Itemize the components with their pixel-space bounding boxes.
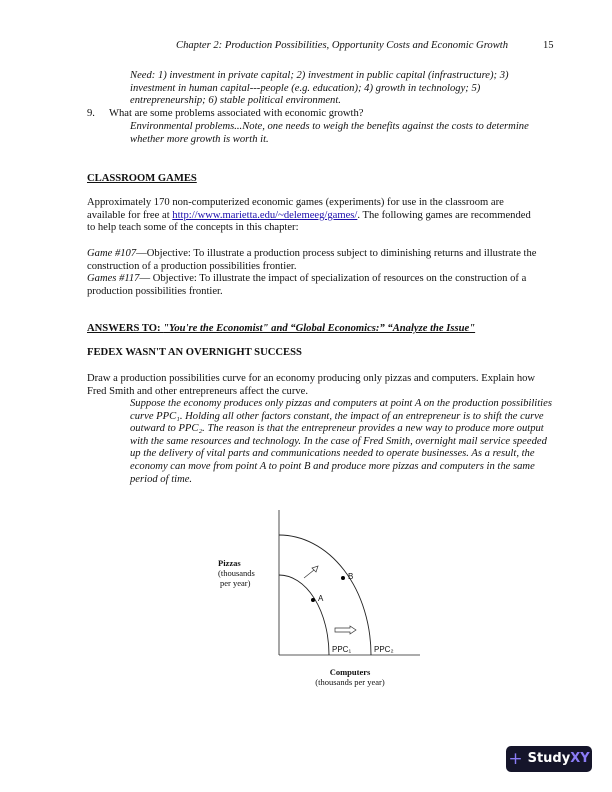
text: (thousands per year)	[315, 677, 385, 687]
games-link[interactable]: http://www.marietta.edu/~delemeeg/games/	[172, 209, 358, 221]
ppc1-label: PPC₁	[332, 645, 352, 654]
text-line: whether more growth is worth it.	[130, 133, 269, 145]
logo-text: Study	[527, 750, 571, 766]
text-line: Draw a production possibilities curve for an economy producing only pizzas and computers. Explain how	[87, 373, 536, 384]
game-name: Games #117	[87, 273, 140, 285]
plus-icon: +	[508, 748, 523, 769]
studyxy-logo[interactable]	[506, 746, 592, 772]
shift-arrow-icon	[304, 566, 318, 578]
running-header: Chapter 2: Production Possibilities, Opportunity Costs and Economic Growth	[176, 40, 509, 51]
classroom-games-heading: CLASSROOM GAMES	[87, 173, 197, 184]
text-line: investment in human capital---people (e.g. education); 4) growth in technology; 5)	[130, 82, 481, 94]
text: per year)	[220, 578, 251, 588]
text-line: Suppose the economy produces only pizzas and computers at point A on the production possibilities	[130, 398, 552, 409]
point-a-marker	[311, 598, 315, 602]
text: Computers	[329, 667, 371, 677]
fedex-heading: FEDEX WASN'T AN OVERNIGHT SUCCESS	[87, 347, 302, 358]
text-line: Need: 1) investment in private capital; 2) investment in public capital (infrastructure); 3)	[130, 70, 509, 81]
point-b-label: B	[348, 572, 354, 581]
text-line: Approximately 170 non-computerized economic games (experiments) for use in the classroom are	[87, 197, 504, 208]
text-line: economy can move from point A to point B and produce more pizzas and computers in the same	[130, 460, 535, 472]
text-line: up the delivery of vital parts and communications needed to operate businesses. As a result, the	[130, 448, 535, 460]
logo-accent: XY	[570, 750, 590, 766]
text: . The following games are recommended	[357, 209, 531, 221]
text: "You're the Economist" and “Global Economics:” “Analyze the Issue"	[163, 323, 476, 334]
text-line: construction of a production possibilities frontier.	[87, 260, 297, 272]
text: Pizzas	[218, 558, 241, 568]
text-line: period of time.	[130, 473, 193, 485]
text-line: curve PPC₁. Holding all other factors constant, the impact of an entrepreneur is to shift the curve	[130, 410, 544, 422]
text-line: Environmental problems...Note, one needs to weigh the benefits against the costs to determine	[130, 121, 529, 132]
text-line: entrepreneurship; 6) stable political environment.	[130, 95, 341, 107]
game-name: Game #107	[87, 248, 137, 259]
shift-arrow-icon	[335, 626, 356, 634]
game-text: —Objective: To illustrate a production process subject to diminishing returns and illustrate the	[136, 248, 537, 259]
text-line: outward to PPC₂. The reason is that the entrepreneur provides a new way to produce more output	[130, 423, 544, 435]
point-b-marker	[341, 576, 345, 580]
ppc2-curve	[279, 535, 371, 655]
text: available for free at	[87, 209, 173, 221]
text-line: with the same resources and technology. In the case of Fred Smith, overnight mail service speeded	[130, 435, 547, 447]
point-a-label: A	[318, 594, 324, 603]
text: ANSWERS TO:	[87, 323, 164, 334]
ppc2-label: PPC₂	[374, 645, 394, 654]
x-axis-label	[300, 667, 400, 687]
game-text: — Objective: To illustrate the impact of specialization of resources on the construction of a	[139, 273, 527, 285]
y-axis-label	[218, 558, 255, 588]
ppc1-curve	[279, 575, 329, 655]
text-line: to help teach some of the concepts in this chapter:	[87, 222, 299, 234]
q9-number: 9.	[87, 108, 95, 119]
text-line: Fred Smith and other entrepreneurs affect the curve.	[87, 385, 309, 397]
q9-question: What are some problems associated with economic growth?	[109, 108, 364, 119]
page-number: 15	[543, 40, 554, 51]
text: (thousands	[218, 568, 255, 578]
text-line: production possibilities frontier.	[87, 285, 223, 297]
